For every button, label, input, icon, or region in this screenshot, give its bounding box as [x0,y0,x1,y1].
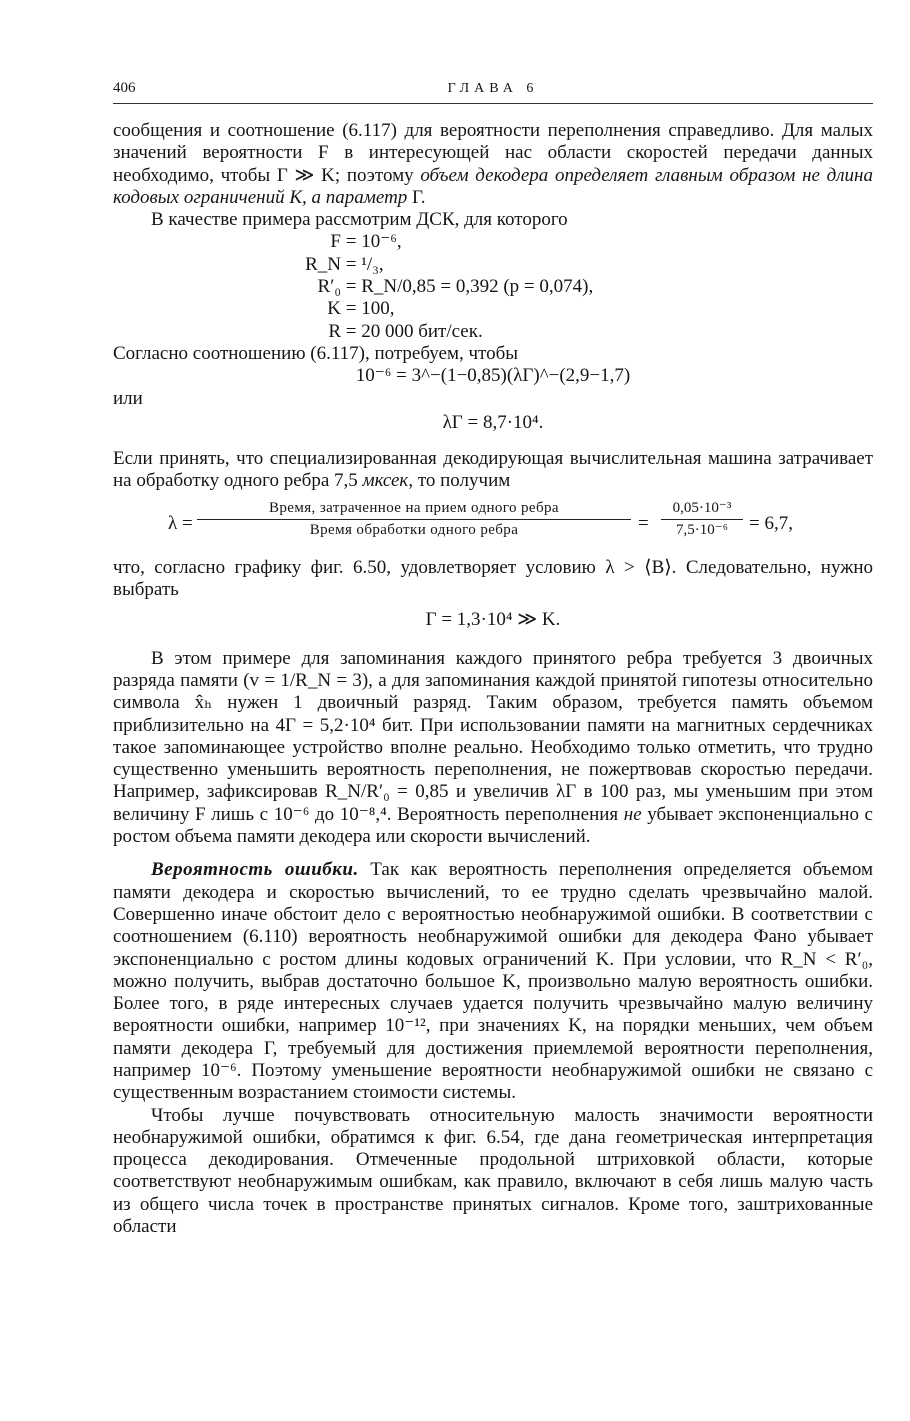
section-title: Вероятность ошибки. [151,859,359,881]
paragraph-condition: что, согласно графику фиг. 6.50, удовлетворяет условию λ > ⟨B⟩. Следовательно, нужно выбрать [113,556,873,601]
paragraph-memory: В этом примере для запоминания каждого принятого ребра требуется 3 двоичных разряда памяти (v = 1/R_N = 3), а для запоминания каждой принятой гипотезы относительно символа x̂ₕ нужен 1 двоичный разряд. Таким образом, требуется память объемом приблизительно на 4Γ = 5,2·10⁴ бит. При использовании памяти на магнитных сердечниках такое запоминающее устройство вполне реально. Необходимо только отметить, что трудно существенно уменьшить вероятность переполнения, не пожертвовав скоростью передачи. Например, зафиксировав R_N/R′₀ = 0,85 и увеличив λΓ в 100 раз, мы уменьшим при этом величину F лишь с 10⁻⁶ до 10⁻⁸,⁴. Вероятность переполнения не убывает экспоненциально с ростом объема памяти декодера или скорости вычислений. [113,647,873,848]
lambda-symbol: λ = [168,512,193,534]
fraction-numerator: Время, затраченное на прием одного ребра [197,499,631,520]
equals-sign: = [638,512,649,534]
unit-microsec: мксек [362,470,409,492]
fraction-words [197,499,631,540]
page-body [113,120,873,1238]
equation-lambda-gamma: λΓ = 8,7·10⁴. [442,411,544,433]
italic-emphasis: объем декодера определяет главным образом не длина кодовых ограничений K, а параметр [113,164,873,208]
param-r0: R′₀ = R_N/0,85 = 0,392 (p = 0,074), [317,276,594,298]
paragraph-decoder-machine: Если принять, что специализированная декодирующая вычислительная машина затрачивает на обработку одного ребра 7,5 мксек, то получим [113,448,873,492]
example-intro: В качестве примера рассмотрим ДСК, для которого [151,209,568,231]
param-k: K = 100, [327,298,395,320]
or-word: или [113,387,143,409]
according-line: Согласно соотношению (6.117), потребуем, чтобы [113,342,519,364]
paragraph-geometric: Чтобы лучше почувствовать относительную малость значимости вероятности необнаружимой ошибки, обратимся к фиг. 6.54, где дана геометрическая интерпретация процесса декодирования. Отмеченные продольной штриховкой области, которые соответствуют необнаружимым ошибкам, как правило, включают в себя лишь малую часть из общего числа точек в пространстве принятых сигналов. Кроме того, заштрихованные области [113,1104,873,1238]
running-header [113,80,873,100]
fraction-denominator: Время обработки одного ребра [309,521,519,538]
param-f: F = 10⁻⁶, [330,231,402,253]
fraction-equation [113,499,873,549]
fraction-result: = 6,7, [749,512,793,534]
page-number: 406 [113,80,136,96]
paragraph-error-probability: Вероятность ошибки. Так как вероятность переполнения определяется объемом памяти декодера и скоростью вычислений, то ее трудно сделать чрезвычайно малой. Совершенно иначе обстоит дело с вероятностью необнаружимой ошибки. В соответствии с соотношением (6.110) вероятность необнаружимой ошибки для декодера Фано убывает экспоненциально с ростом длины кодовых ограничений K. При условии, что R_N < R′₀, можно получить, выбрав достаточно большое K, произвольно малую вероятность ошибки. Более того, в ряде интересных случаев удается получить чрезвычайно малую величину вероятности ошибки, например 10⁻¹², при значениях K, на порядки меньших, чем объем памяти декодера Γ, требуемый для достижения приемлемой вероятности переполнения, например 10⁻⁶. Поэтому уменьшение вероятности необнаружимой ошибки не связано с существенным возрастанием стоимости системы. [113,859,873,1104]
equation-gamma: Γ = 1,3·10⁴ ≫ K. [425,609,561,631]
header-rule [113,103,873,104]
paragraph-overflow-condition: сообщения и соотношение (6.117) для вероятности переполнения справедливо. Для малых значений вероятности F в интересующей нас области скоростей передачи данных необходимо, чтобы Γ ≫ K; поэтому объем декодера определяет главным образом не длина кодовых ограничений K, а параметр Γ. [113,120,873,208]
param-rn: R_N = ¹/₃, [305,253,384,275]
parameter-list [283,231,873,342]
italic-not: не [623,803,642,825]
section-gap [113,848,873,859]
equation-overflow: 10⁻⁶ = 3^−(1−0,85)(λΓ)^−(2,9−1,7) [355,365,631,387]
fraction-den-value: 7,5·10⁻⁶ [676,521,728,538]
chapter-title: ГЛАВА 6 [447,81,539,96]
param-r: R = 20 000 бит/сек. [328,320,483,342]
fraction-numbers [661,499,743,540]
fraction-num-value: 0,05·10⁻³ [661,499,743,520]
